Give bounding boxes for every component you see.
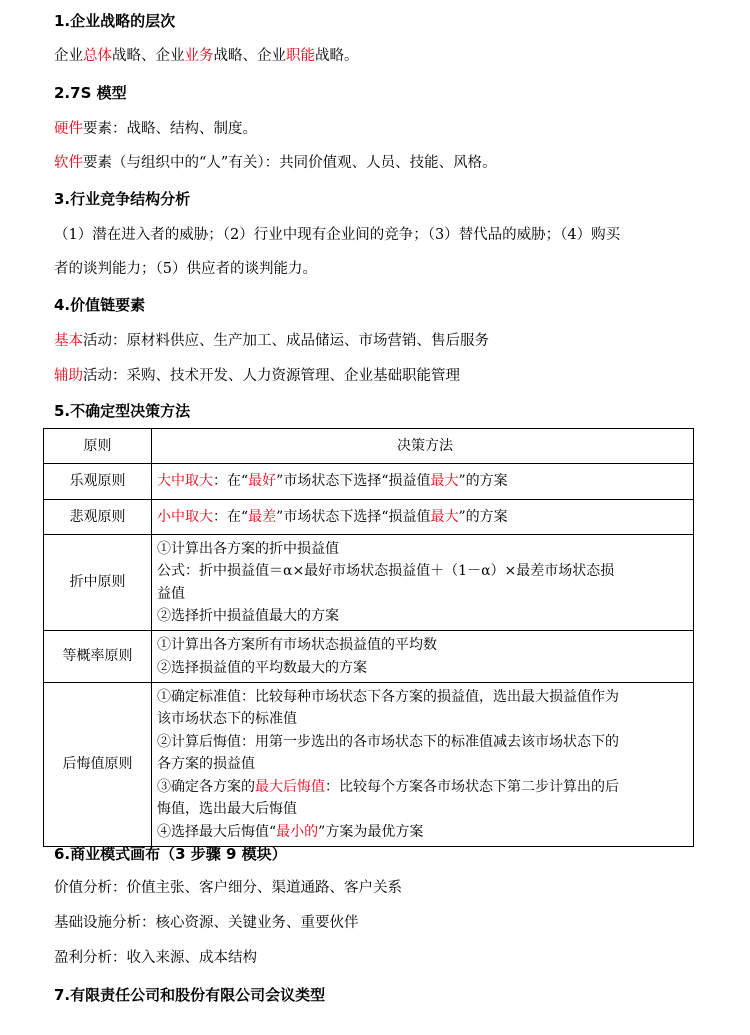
text-segment: ②计算后悔值：用第一步选出的各市场状态下的标准值减去该市场状态下的 <box>157 733 619 750</box>
text-segment: ①计算出各方案所有市场状态损益值的平均数 <box>157 637 437 653</box>
method-cell <box>152 500 694 535</box>
method-line <box>157 821 693 844</box>
hard-elements <box>54 119 257 139</box>
method-line <box>157 560 693 583</box>
highlight-text: 最大 <box>430 508 459 525</box>
highlight-text: 小中取大 <box>157 508 213 525</box>
text-segment: ③确定各方案的 <box>157 778 255 795</box>
principle-cell: 悲观原则 <box>44 500 152 535</box>
text-segment: ：在“ <box>213 508 249 525</box>
heading-2: 2.7S 模型 <box>54 84 127 102</box>
method-line <box>157 605 693 628</box>
table-header-row <box>44 429 694 464</box>
highlight-text: 基本 <box>54 333 83 349</box>
heading-1: 1.企业战略的层次 <box>54 12 176 30</box>
text-segment: 战略、企业 <box>112 48 185 64</box>
heading-7: 7.有限责任公司和股份有限公司会议类型 <box>54 986 326 1004</box>
principle-cell: 后悔值原则 <box>44 683 152 847</box>
method-line <box>157 708 693 731</box>
text-segment: 企业 <box>54 48 83 64</box>
method-line <box>157 731 693 754</box>
text-segment: 公式：折中损益值＝α×最好市场状态损益值＋（1－α）×最差市场状态损 <box>157 563 615 579</box>
highlight-text: 业务 <box>184 48 214 64</box>
text-segment: 各方案的损益值 <box>157 756 255 773</box>
text-segment: ：比较每个方案各市场状态下第二步计算出的后 <box>325 778 619 795</box>
highlight-text: 硬件 <box>54 121 83 137</box>
text-segment: 要素：战略、结构、制度。 <box>83 121 257 137</box>
support-activities <box>54 366 460 386</box>
method-cell <box>152 683 694 847</box>
method-line <box>157 776 693 799</box>
text-segment: 悔值，选出最大后悔值 <box>157 801 297 818</box>
method-line <box>157 753 693 776</box>
text-segment: ：在“ <box>213 473 249 490</box>
method-cell <box>152 464 694 500</box>
principle-cell: 乐观原则 <box>44 464 152 500</box>
heading-3: 3.行业竞争结构分析 <box>54 190 191 208</box>
table-row <box>44 500 694 535</box>
text-segment: 益值 <box>157 585 185 602</box>
text-segment: 战略、企业 <box>213 48 286 64</box>
text-segment: 战略。 <box>315 48 359 64</box>
method-line <box>157 470 693 493</box>
table-row <box>44 631 694 683</box>
table-header-principle: 原则 <box>44 429 152 464</box>
highlight-text: 最大 <box>430 473 459 490</box>
text-segment: ④选择最大后悔值“ <box>157 823 277 840</box>
competition-line-1: （1）潜在进入者的威胁；（2）行业中现有企业间的竞争；（3）替代品的威胁；（4）购买 <box>54 227 621 243</box>
highlight-text: 最大后悔值 <box>255 778 325 795</box>
highlight-text: 职能 <box>286 48 315 64</box>
method-line <box>157 686 693 709</box>
method-line <box>157 798 693 821</box>
text-segment: ”的方案 <box>458 473 508 490</box>
method-line <box>157 634 693 657</box>
text-segment: 要素（与组织中的“人”有关）：共同价值观、人员、技能、风格。 <box>83 155 497 171</box>
highlight-text: 最好 <box>248 473 277 490</box>
text-segment: ”市场状态下选择“损益值 <box>276 473 431 490</box>
method-cell <box>152 631 694 683</box>
table-row <box>44 535 694 631</box>
method-line <box>157 506 693 529</box>
highlight-text: 总体 <box>83 48 112 64</box>
profit-analysis: 盈利分析：收入来源、成本结构 <box>54 950 257 966</box>
text-segment: 该市场状态下的标准值 <box>157 711 297 728</box>
value-analysis: 价值分析：价值主张、客户细分、渠道通路、客户关系 <box>54 880 402 896</box>
text-segment: 活动：原材料供应、生产加工、成品储运、市场营销、售后服务 <box>83 333 489 349</box>
heading-5: 5.不确定型决策方法 <box>54 402 191 420</box>
text-segment: ”方案为最优方案 <box>318 823 424 840</box>
text-segment: ②选择损益值的平均数最大的方案 <box>157 659 367 676</box>
competition-line-2: 者的谈判能力；（5）供应者的谈判能力。 <box>54 261 317 277</box>
method-line <box>157 538 693 561</box>
highlight-text: 辅助 <box>54 368 83 384</box>
table-row <box>44 464 694 500</box>
table-header-method: 决策方法 <box>152 429 694 464</box>
method-line <box>157 657 693 680</box>
infrastructure-analysis: 基础设施分析：核心资源、关键业务、重要伙伴 <box>54 915 359 931</box>
heading-4: 4.价值链要素 <box>54 296 146 314</box>
highlight-text: 软件 <box>54 155 83 171</box>
text-segment: ②选择折中损益值最大的方案 <box>157 608 339 624</box>
primary-activities <box>54 331 489 351</box>
text-segment: ①确定标准值：比较每种市场状态下各方案的损益值，选出最大损益值作为 <box>157 688 619 705</box>
soft-elements <box>54 153 497 173</box>
principle-cell: 折中原则 <box>44 535 152 631</box>
text-segment: ①计算出各方案的折中损益值 <box>157 540 339 557</box>
highlight-text: 最小的 <box>276 823 319 840</box>
method-cell <box>152 535 694 631</box>
highlight-text: 最差 <box>248 508 277 525</box>
table-row <box>44 683 694 847</box>
text-segment: ”市场状态下选择“损益值 <box>276 508 431 525</box>
heading-6: 6.商业模式画布（3 步骤 9 模块） <box>54 845 287 863</box>
principle-cell: 等概率原则 <box>44 631 152 683</box>
method-line <box>157 583 693 606</box>
strategy-levels <box>54 46 359 66</box>
decision-methods-table <box>43 428 694 847</box>
text-segment: 活动：采购、技术开发、人力资源管理、企业基础职能管理 <box>83 368 460 384</box>
text-segment: ”的方案 <box>458 508 508 525</box>
highlight-text: 大中取大 <box>157 473 213 490</box>
